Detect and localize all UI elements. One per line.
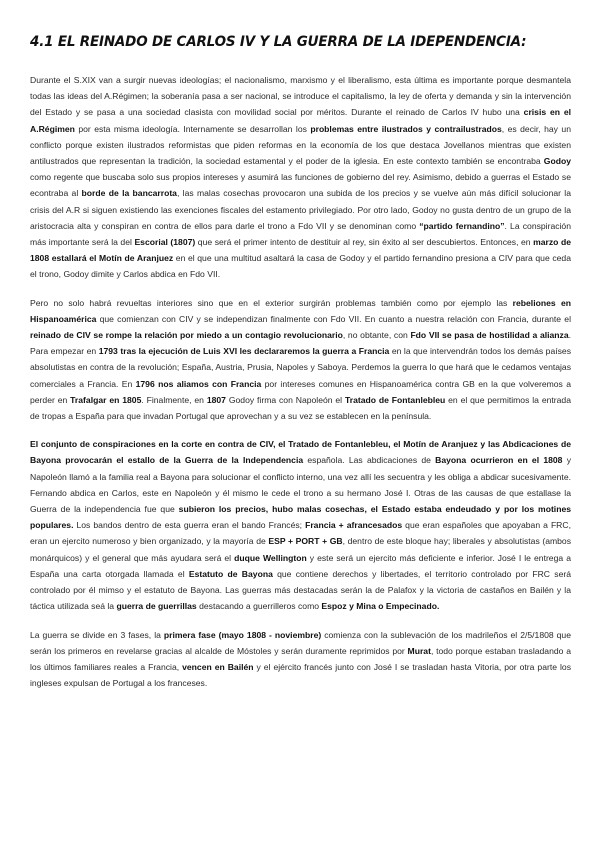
text-run: , no obtante, con: [342, 330, 411, 341]
bold-text-run: El conjunto de conspiraciones en la corte en contra de CIV, el Tratado de Fontanlebleu, el Motín de Aranjuez y las Abdicaciones de Bayona provocarán el estallo de la Guerra de la Independencia: [30, 439, 571, 466]
page-title: 4.1 EL REINADO DE CARLOS IV Y LA GUERRA DE LA IDEPENDENCIA:: [30, 34, 527, 50]
bold-text-run: 1807: [206, 394, 226, 405]
text-run: en la que intervendrán todos los demás países absolutistas en contra de la revolución; España, Austria, Prusia, Napoles y Saboya. Perdemos la guerra lo que hará que le cedamos ventajas comerciales a Francia. En: [30, 346, 571, 389]
text-run: que contiene derechos y libertades, el territorio controlado por FRC será controlado por él mimso y el estatuto de Bayona. Las guerras más destacadas serán la de Palafox y la victoria de castaños en Bailén y la táctica utilizada seá la: [30, 568, 571, 612]
paragraph: [30, 72, 571, 283]
text-run: comienza con la sublevación de los madrileños el 2/5/1808 que serán los primeros en revelarse gracias al alcalde de Móstoles y serán duramente reprimidos por: [30, 629, 571, 656]
bold-text-run: marzo de 1808 estallará el Motín de Aranjuez: [30, 237, 571, 264]
paragraph: [30, 627, 571, 692]
bold-text-run: duque Wellington: [234, 552, 307, 563]
text-run: Pero no solo habrá revueltas interiores sino que en el exterior surgirán problemas también como por ejemplo las: [30, 297, 513, 308]
text-run: La guerra se divide en 3 fases, la: [30, 629, 164, 640]
bold-text-run: Estatuto de Bayona: [188, 568, 273, 579]
text-run: y este será un ejercito más deficiente e inferior. José I le entrega a España una carta otorgada llamada el: [30, 552, 571, 579]
bold-text-run: problemas entre ilustrados y contrailustrados: [310, 123, 502, 134]
bold-text-run: Tratado de Fontanlebleu: [344, 394, 446, 405]
text-run: que será el primer intento de destituir al rey, sin éxito al ser descubiertos. Entonces, en: [195, 237, 534, 248]
bold-text-run: borde de la bancarrota: [81, 188, 177, 199]
bold-text-run: 1793 tras la ejecución de Luis XVI les declararemos la guerra a Francia: [98, 346, 390, 357]
text-run: . La conspiración más importante será la del: [30, 220, 571, 248]
text-run: y el ejército francés junto con José I se trasladan hasta Vitoria, por otra parte los ingleses expulsan de Portugal a los franceses.: [30, 661, 571, 689]
bold-text-run: “partido fernandino”: [419, 220, 505, 231]
text-run: Godoy firma con Napoleón el: [225, 394, 345, 405]
bold-text-run: rebeliones en Hispanoamérica: [30, 297, 571, 324]
bold-text-run: Trafalgar en 1805: [70, 394, 142, 405]
bold-text-run: ESP + PORT + GB: [268, 536, 343, 547]
text-run: que comienzan con CIV y se independizan finalmente con Fdo VII. En cuanto a nuestra relación con Francia, durante el: [96, 313, 571, 324]
text-run: por esta misma ideología. Internamente se desarrollan los: [74, 123, 311, 134]
bold-text-run: Escorial (1807): [134, 237, 196, 248]
bold-text-run: vencen en Bailén: [182, 661, 254, 672]
text-run: , todo porque estaban trasladando a los últimos familiares reales a Francia,: [30, 645, 571, 672]
bold-text-run: primera fase (mayo 1808 - noviembre): [163, 629, 322, 640]
text-run: . Finalmente, en: [141, 394, 207, 405]
bold-text-run: Murat: [407, 645, 431, 656]
text-run: en el que permitimos la entrada de tropas a España para que invadan Portugal que aprovechan y a su vez se establecen en la península.: [30, 394, 571, 422]
text-run: y Napoleón llamó a la familia real a Bayona para solucionar el conflicto interno, una vez allí les secuentra y les obliga a abdicar sucesivamente. Fernando abdica en Carlos, este en Napoleón y él mismo le cede el trono a su hermano José I. Otras de las causas de que estallase la Guerra de la independencia fue que: [30, 455, 572, 515]
bold-text-run: Espoz y Mina o Empecinado.: [321, 601, 440, 612]
text-run: como regente que buscaba solo sus propios intereses y asumirá las funciones de gobierno del rey. Asimismo, debido a guerras el Estado se econtraba al: [30, 172, 571, 199]
text-run: Los bandos dentro de esta guerra eran el bando Francés;: [73, 520, 306, 531]
paragraph: [30, 436, 571, 614]
document-body: [30, 72, 571, 691]
text-run: destacando a guerrilleros como: [196, 601, 322, 612]
text-run: , las malas cosechas provocaron una subida de los precios y se vuelve aún más difícil solucionar la crisis del A.R si siguen existiendo las exenciones fiscales del estamento privilegiado. Por otro lado, Godoy no gusta dentro de un grupo de la aristocracia alta y conspiran en contra de ellos para darle el trono a Fdo VII y se denominan como: [30, 188, 571, 231]
bold-text-run: Fdo VII se pasa de hostilidad a alianza: [410, 330, 569, 341]
bold-text-run: Bayona ocurrieron en el 1808: [435, 455, 563, 466]
text-run: , es decir, hay un conflicto porque existen ilustrados reformistas que piden reformas en la economía de los que destaca Jovellanos mientras que existen antilustrados que representan la tradición, la sociedad estamental y el poder de la iglesia. En este contexto también se encontraba: [30, 123, 571, 167]
text-run: Durante el S.XIX van a surgir nuevas ideologías; el nacionalismo, marxismo y el liberalismo, esta última es importante porque desmantela todas las ideas del A.Régimen; la soberanía pasa a ser nacional, se introduce el capitalismo, la ley de oferta y demanda y sin la intervención del Estado y se pasa a una sociedad clasista con movilidad social por méritos. Durante el reinado de Carlos IV hubo una: [30, 75, 571, 118]
text-run: en el que una multitud asaltará la casa de Godoy y el partido fernandino presiona a CIV para que ceda el trono, Godoy dimite y Carlos abdica en Fdo VII.: [30, 253, 571, 280]
text-run: española. Las abdicaciones de: [303, 455, 436, 466]
bold-text-run: Godoy: [543, 156, 571, 167]
bold-text-run: subieron los precios, hubo malas cosechas, el Estado estaba endeudado y por los motines populares.: [30, 504, 572, 531]
document-page: [30, 34, 571, 703]
bold-text-run: guerra de guerrillas: [116, 601, 197, 612]
text-run: . Para empezar en: [30, 330, 571, 357]
bold-text-run: 1796 nos aliamos con Francia: [135, 378, 262, 389]
bold-text-run: Francia + afrancesados: [305, 520, 403, 531]
text-run: por intereses comunes en Hispanoamérica contra GB en la que volveremos a perder en: [30, 378, 571, 405]
text-run: que eran españoles que apoyaban a FRC, eran un ejercito numeroso y bien organizado, y la mayoría de: [30, 520, 571, 547]
paragraph: [30, 295, 571, 425]
bold-text-run: crisis en el A.Régimen: [30, 107, 571, 134]
bold-text-run: reinado de CIV se rompe la relación por miedo a un contagio revolucionario: [30, 330, 343, 341]
text-run: , dentro de este bloque hay; liberales y absolutistas (ambos monárquicos) y el general que más ayudara será el: [30, 536, 571, 563]
